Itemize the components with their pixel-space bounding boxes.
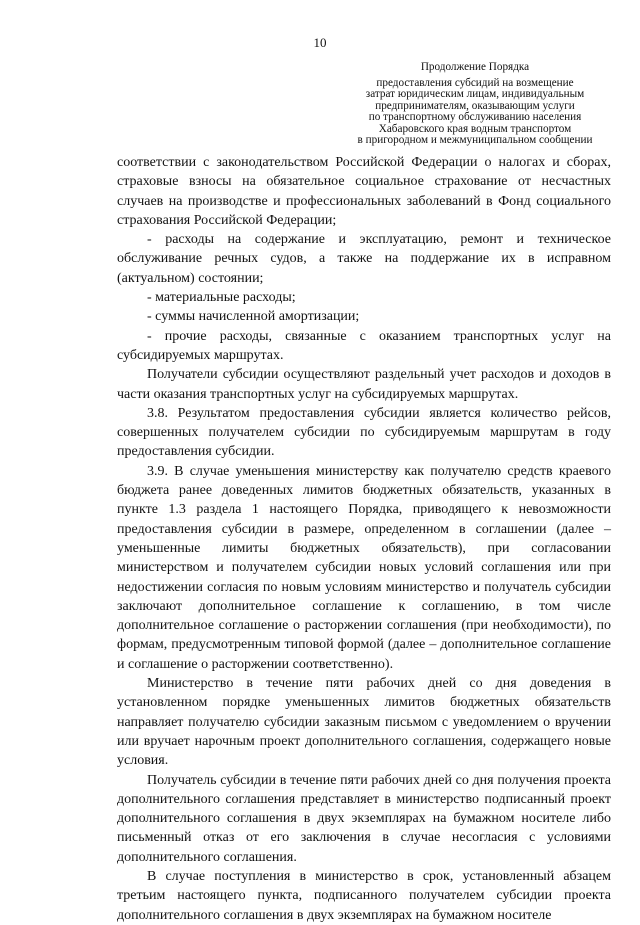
header-line: по транспортному обслуживанию населения — [368, 111, 582, 123]
list-item: - прочие расходы, связанные с оказанием транспортных услуг на субсидируемых маршрутах. — [117, 328, 611, 363]
paragraph: Получатели субсидии осуществляют раздельный учет расходов и доходов в части оказания транспортных услуг на субсидируемых маршрутах. — [117, 367, 611, 402]
list-item: - материальные расходы; — [147, 290, 296, 306]
header-line: в пригородном и межмуниципальном сообщении — [357, 134, 593, 146]
header-line: предпринимателям, оказывающим услуги — [375, 99, 575, 112]
paragraph: 3.8. Результатом предоставления субсидии является количество рейсов, совершенных получателем субсидии по субсидируемым маршрутам в году предоставления субсидии. — [117, 405, 611, 460]
paragraph: Министерство в течение пяти рабочих дней со дня доведения в установленном порядке уменьшенных лимитов бюджетных обязательств направляет получателю субсидии заказным письмом с уведомлением о вручении или вручает нарочным проект дополнительного соглашения, содержащего новые условия. — [117, 676, 611, 769]
paragraph: Получатель субсидии в течение пяти рабочих дней со дня получения проекта дополнительного соглашения представляет в министерство подписанный проект дополнительного соглашения в двух экземплярах на бумажном носителе либо письменный отказ от его заключения в случае несогласия с условиями дополнительного соглашения. — [117, 772, 611, 865]
header-line: предоставления субсидий на возмещение — [376, 76, 574, 89]
header-continuation: Продолжение Порядка — [420, 61, 530, 73]
header-line: затрат юридическим лицам, индивидуальным — [365, 88, 585, 100]
list-item: - суммы начисленной амортизации; — [147, 309, 360, 325]
paragraph: 3.9. В случае уменьшения министерству как получателю средств краевого бюджета ранее доведенных лимитов бюджетных обязательств, указанных в пункте 1.3 раздела 1 настоящего Порядка, приводящего к невозможности предоставления субсидии в размере, определенном в соглашении (далее – уменьшенные лимиты бюджетных обязательств), при согласовании министерством и получателем субсидии новых условий соглашения или при недостижении согласия по новым условиям министерство и получатель субсидии заключают дополнительное соглашение к соглашению, в том числе дополнительное соглашение о расторжении соглашения (при необходимости), по формам, предусмотренным типовой формой (далее – дополнительное соглашение и соглашение о расторжении соответственно). — [117, 463, 611, 672]
document-body — [117, 153, 611, 925]
page-number: 10 — [313, 35, 327, 50]
paragraph: В случае поступления в министерство в срок, установленный абзацем третьим настоящего пункта, подписанного получателем субсидии проекта дополнительного соглашения в двух экземплярах на бумажном носителе — [117, 868, 611, 923]
paragraph: соответствии с законодательством Российской Федерации о налогах и сборах, страховые взносы на обязательное социальное страхование от несчастных случаев на производстве и профессиональных заболеваний в Фонд социального страхования Российской Федерации; — [117, 155, 611, 228]
document-header — [340, 62, 610, 147]
list-item: - расходы на содержание и эксплуатацию, ремонт и техническое обслуживание речных судов, а также на поддержание их в исправном (актуальном) состоянии; — [117, 232, 611, 286]
header-line: Хабаровского края водным транспортом — [378, 122, 572, 135]
